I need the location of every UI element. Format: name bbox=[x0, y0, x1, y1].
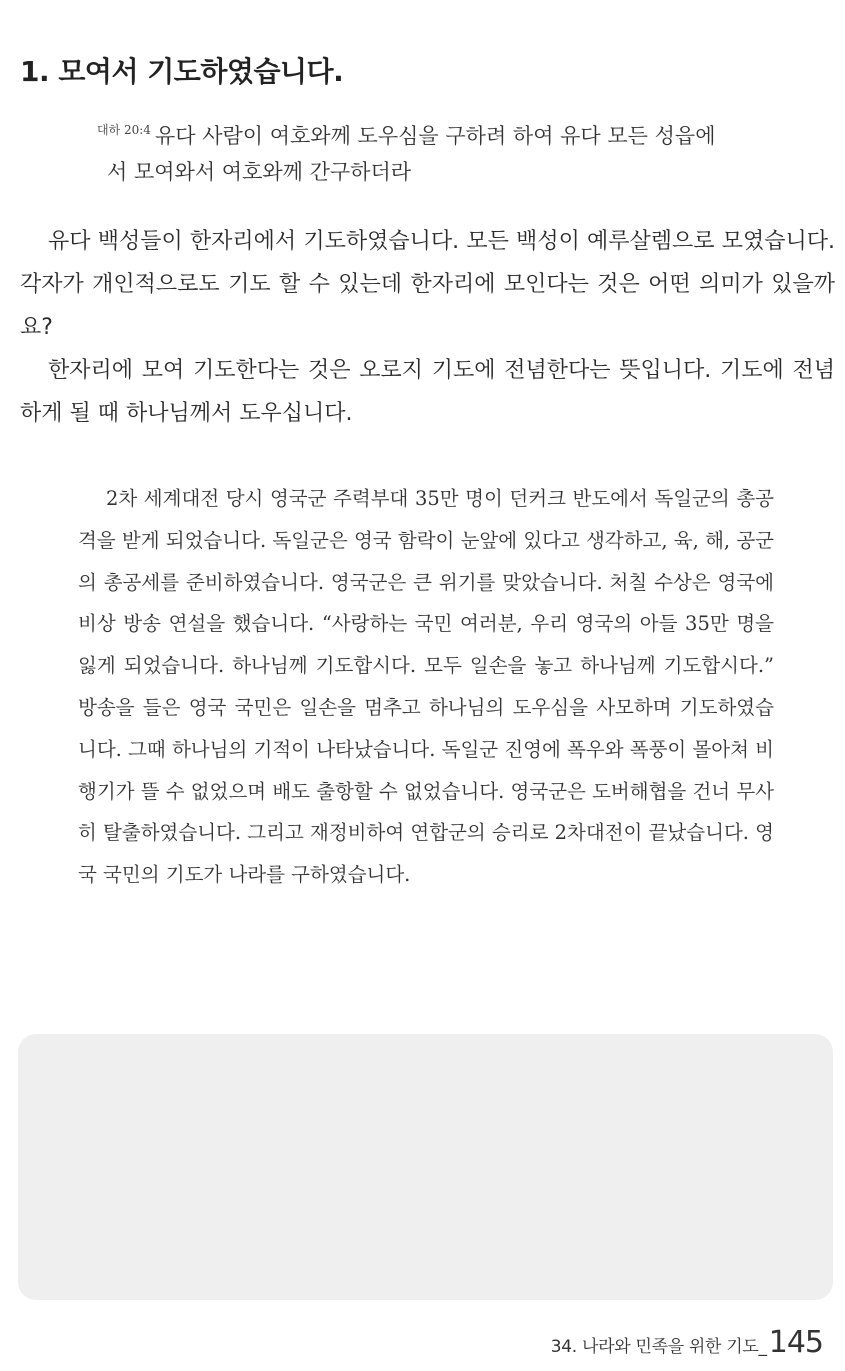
story-paragraph: 2차 세계대전 당시 영국군 주력부대 35만 명이 던커크 반도에서 독일군의 총공격을 받게 되었습니다. 독일군은 영국 함락이 눈앞에 있다고 생각하고, 육, 해, 공군의 총공세를 준비하였습니다. 영국군은 큰 위기를 맞았습니다. 처칠 수상은 영국에 비상 방송 연설을 했습니다. “사랑하는 국민 여러분, 우리 영국의 아들 35만 명을 잃게 되었습니다. 하나님께 기도합시다. 모두 일손을 놓고 하나님께 기도합시다.” 방송을 들은 영국 국민은 일손을 멈추고 하나님의 도우심을 사모하며 기도하였습니다. 그때 하나님의 기적이 나타났습니다. 독일군 진영에 폭우와 폭풍이 몰아쳐 비행기가 뜰 수 없었으며 배도 출항할 수 없었습니다. 영국군은 도버해협을 건너 무사히 탈출하였습니다. 그리고 재정비하여 연합군의 승리로 2차대전이 끝났습니다. 영국 국민의 기도가 나라를 구하였습니다. bbox=[78, 487, 775, 887]
verse-line-2: 서 모여와서 여호와께 간구하더라 bbox=[107, 160, 412, 184]
body-paragraph-2: 한자리에 모여 기도한다는 것은 오로지 기도에 전념한다는 뜻입니다. 기도에 전념하게 될 때 하나님께서 도우십니다. bbox=[20, 358, 835, 426]
scripture-verse bbox=[97, 112, 767, 190]
page-number: 145 bbox=[768, 1325, 823, 1360]
verse-line-1: 유다 사람이 여호와께 도우심을 구하려 하여 유다 모든 성읍에 bbox=[154, 124, 716, 148]
page-footer bbox=[551, 1325, 823, 1360]
body-paragraph-1: 유다 백성들이 한자리에서 기도하였습니다. 모든 백성이 예루살렘으로 모였습니다. 각자가 개인적으로도 기도 할 수 있는데 한자리에 모인다는 것은 어떤 의미가 있을까요? bbox=[20, 229, 835, 340]
reflection-box bbox=[18, 1034, 833, 1300]
footer-chapter-title: 34. 나라와 민족을 위한 기도_ bbox=[550, 1337, 767, 1357]
body-text bbox=[20, 220, 835, 435]
verse-reference: 대하 20:4 bbox=[97, 123, 151, 137]
section-heading: 1. 모여서 기도하였습니다. bbox=[20, 55, 344, 88]
